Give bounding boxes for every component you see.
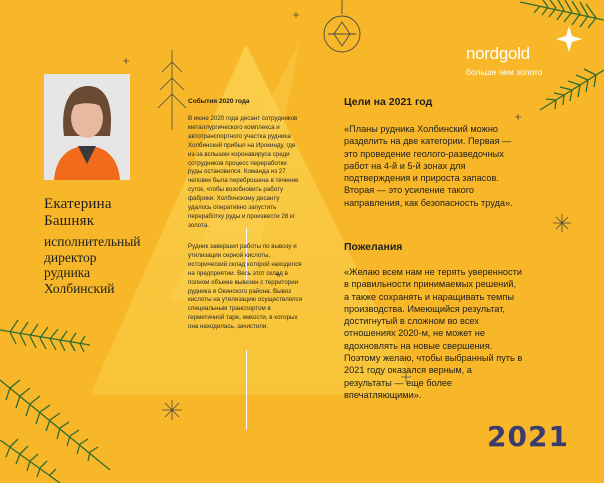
brand-tagline: больше чем золото [466, 67, 543, 77]
portrait-photo [44, 74, 130, 180]
events-title: События 2020 года [188, 98, 250, 105]
year-badge: 2021 [487, 420, 569, 453]
wishes-text: «Желаю всем нам не терять уверенности в правильности принимаемых решений, а также сохранять и наращивать темпы производства. Имеющийся результат, достигнутый в сложном во всех отношениях 2020-м, не может не вдохновлять на новые свершения. Поэтому желаю, чтобы выбранный путь в 2021 году оказался верным, а результаты — еще более впечатляющими». [344, 267, 523, 400]
small-tree-decoration [158, 50, 186, 130]
person-last-name: Башняк [44, 213, 95, 229]
nordgold-logo-icon [556, 26, 582, 52]
events-paragraph-2: Рудник завершил работы по вывозу и утилизации серной кислоты, исторический склад которой находился на предприятии. Весь этот склад в полном объеме вывезен с территории рудника и Окинского района. Вывоз кислоты на утилизацию осуществлялся специальным транспортом в герметичной таре, емкости, в которых она находилась, зачистили. [188, 243, 303, 331]
goals-text: «Планы рудника Холбинский можно разделить на две категории. Первая — это проведение геолого-разведочных работ на 4-й и 5-й зонах для подтверждения и прироста запасов. Вторая — это усиление такого направления, как безопасность труда». [344, 124, 513, 208]
brand-logo: nordgold [466, 44, 530, 63]
person-role: исполнительный директор рудника Холбинский [44, 234, 141, 296]
wishes-title: Пожелания [344, 241, 403, 253]
goals-title: Цели на 2021 год [344, 96, 433, 108]
fir-branch-top-right [520, 0, 604, 110]
events-paragraph-1: В июне 2020 года десант сотрудников металлургического комплекса и автотранспортного участка рудника Холбинский прибыл на Ирокинду, где из-за вспышки коронавируса среди сотрудников процесс переработки руды остановился. Команда из 27 человек была переброшена в течение суток, чтобы возобновить работу фабрики. Холбинскому десанту удалось оперативно запустить переработку руды и произвести 28 кг золота. [188, 115, 299, 229]
fir-branch-bottom-left [0, 320, 110, 483]
person-first-name: Екатерина [44, 196, 112, 212]
portrait-illustration [44, 74, 130, 180]
ornament-decoration [324, 0, 360, 52]
person-name [44, 196, 112, 230]
divider-line-lower [246, 350, 247, 430]
